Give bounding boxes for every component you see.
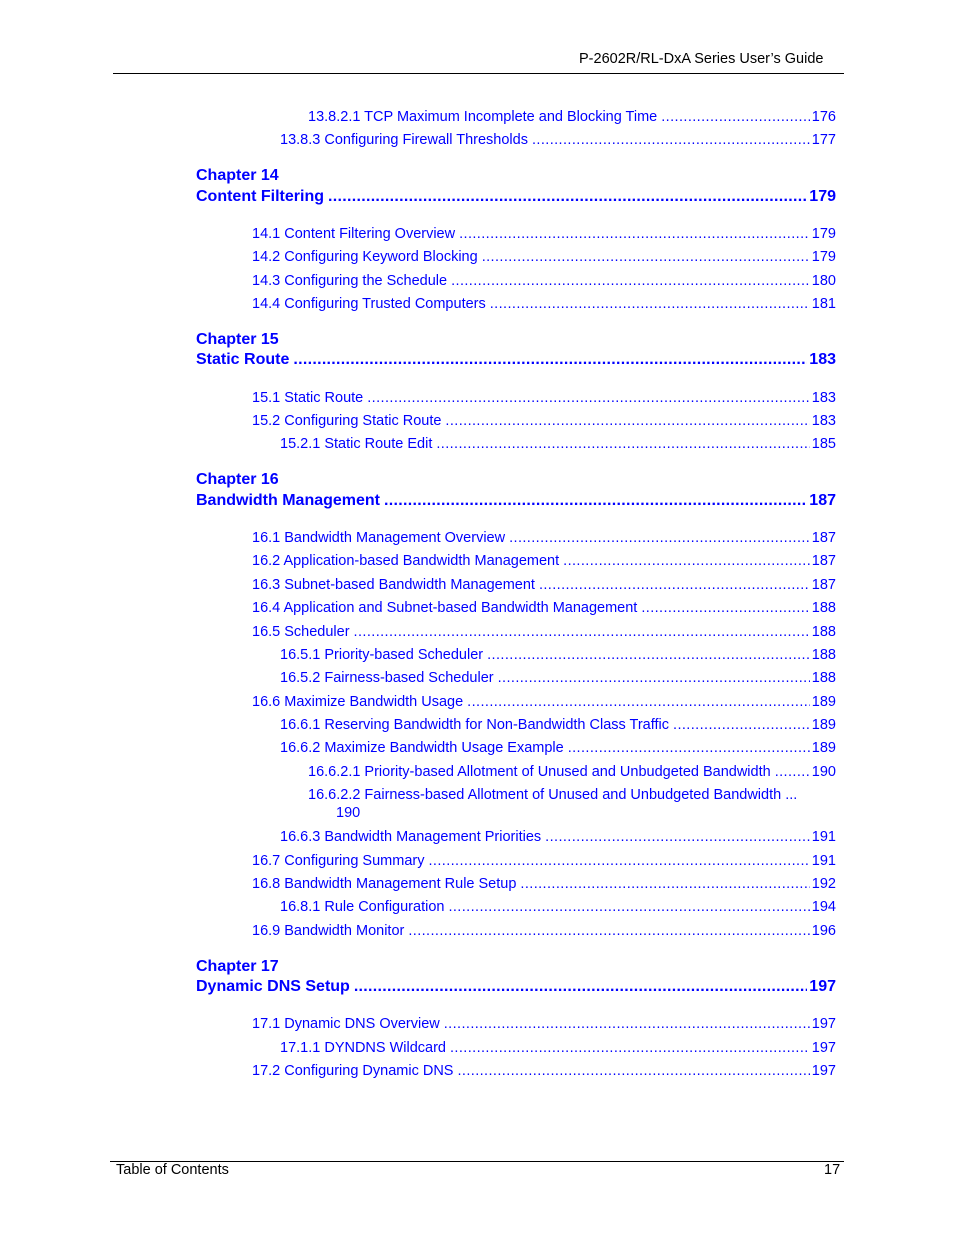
dot-leader: [451, 272, 810, 290]
dot-leader: [661, 108, 810, 126]
chapter-title-entry[interactable]: Content Filtering ..... 179: [196, 187, 836, 207]
toc-entry[interactable]: 13.8.3 Configuring Firewall Thresholds ..... 177: [280, 131, 836, 149]
toc-entry[interactable]: 16.7 Configuring Summary ..... 191: [252, 852, 836, 870]
dot-leader: [467, 693, 810, 711]
toc-entry[interactable]: 13.8.2.1 TCP Maximum Incomplete and Blocking Time ..... 176: [308, 108, 836, 126]
dot-leader: [436, 435, 809, 453]
toc-entry[interactable]: 16.8 Bandwidth Management Rule Setup ..... 192: [252, 875, 836, 893]
dot-leader: [775, 763, 810, 781]
dot-leader: [498, 669, 810, 687]
dot-leader: [444, 1015, 810, 1033]
dot-leader: [545, 828, 810, 846]
toc-entry[interactable]: 17.1 Dynamic DNS Overview ..... 197: [252, 1015, 836, 1033]
chapter-number[interactable]: Chapter 16: [196, 471, 279, 488]
dot-leader: [384, 491, 807, 511]
dot-leader: [487, 646, 810, 664]
dot-leader: [448, 898, 809, 916]
dot-leader: [673, 716, 810, 734]
toc-entry[interactable]: 15.2 Configuring Static Route ..... 183: [252, 412, 836, 430]
chapter-number[interactable]: Chapter 17: [196, 958, 279, 975]
dot-leader: [520, 875, 809, 893]
header-divider: [113, 73, 844, 74]
chapter-number[interactable]: Chapter 14: [196, 167, 279, 184]
toc-entry[interactable]: 17.1.1 DYNDNS Wildcard ..... 197: [280, 1039, 836, 1057]
chapter-title-entry[interactable]: Dynamic DNS Setup ..... 197: [196, 977, 836, 997]
toc-entry[interactable]: 16.8.1 Rule Configuration ..... 194: [280, 898, 836, 916]
dot-leader: [367, 389, 810, 407]
dot-leader: [568, 739, 810, 757]
dot-leader: [482, 248, 810, 266]
page-header-title: P-2602R/RL-DxA Series User’s Guide: [579, 51, 824, 67]
toc-entry[interactable]: 16.5.1 Priority-based Scheduler ..... 188: [280, 646, 836, 664]
dot-leader: [445, 412, 809, 430]
dot-leader: [641, 599, 809, 617]
dot-leader: [428, 852, 809, 870]
toc-entry[interactable]: 16.6.2 Maximize Bandwidth Usage Example ..... 189: [280, 739, 836, 757]
toc-entry[interactable]: 17.2 Configuring Dynamic DNS ..... 197: [252, 1062, 836, 1080]
dot-leader: [450, 1039, 810, 1057]
toc-entry[interactable]: 16.6.2.2 Fairness-based Allotment of Unused and Unbudgeted Bandwidth ... 190: [308, 786, 836, 822]
toc-entry[interactable]: 14.4 Configuring Trusted Computers ..... 181: [252, 295, 836, 313]
dot-leader: [490, 295, 810, 313]
toc-entry[interactable]: 16.9 Bandwidth Monitor ..... 196: [252, 922, 836, 940]
dot-leader: [563, 552, 810, 570]
toc-entry[interactable]: 16.4 Application and Subnet-based Bandwidth Management ..... 188: [252, 599, 836, 617]
dot-leader: [354, 623, 810, 641]
toc-entry[interactable]: 16.5.2 Fairness-based Scheduler ..... 188: [280, 669, 836, 687]
toc-entry[interactable]: 16.3 Subnet-based Bandwidth Management ..... 187: [252, 576, 836, 594]
dot-leader: [293, 350, 807, 370]
dot-leader: [532, 131, 810, 149]
toc-entry[interactable]: 16.2 Application-based Bandwidth Management ..... 187: [252, 552, 836, 570]
footer-page-number: 17: [824, 1162, 841, 1178]
dot-leader: [459, 225, 810, 243]
toc-entry[interactable]: 14.1 Content Filtering Overview ..... 179: [252, 225, 836, 243]
toc-entry[interactable]: 16.6.2.1 Priority-based Allotment of Unused and Unbudgeted Bandwidth ..... 190: [308, 763, 836, 781]
dot-leader: [539, 576, 810, 594]
dot-leader: [408, 922, 809, 940]
dot-leader: [328, 187, 807, 207]
toc-entry[interactable]: 14.3 Configuring the Schedule ..... 180: [252, 272, 836, 290]
toc-entry[interactable]: 14.2 Configuring Keyword Blocking ..... 179: [252, 248, 836, 266]
footer-section-name: Table of Contents: [116, 1162, 229, 1178]
dot-leader: [509, 529, 810, 547]
dot-leader: [457, 1062, 809, 1080]
toc-entry[interactable]: 16.6 Maximize Bandwidth Usage ..... 189: [252, 693, 836, 711]
toc-entry[interactable]: 16.1 Bandwidth Management Overview ..... 187: [252, 529, 836, 547]
toc-entry[interactable]: 15.2.1 Static Route Edit ..... 185: [280, 435, 836, 453]
chapter-title-entry[interactable]: Static Route ..... 183: [196, 350, 836, 370]
chapter-number[interactable]: Chapter 15: [196, 331, 279, 348]
dot-leader: [785, 786, 836, 804]
dot-leader: [354, 977, 807, 997]
chapter-title-entry[interactable]: Bandwidth Management ..... 187: [196, 491, 836, 511]
toc-entry[interactable]: 15.1 Static Route ..... 183: [252, 389, 836, 407]
toc-entry[interactable]: 16.5 Scheduler ..... 188: [252, 623, 836, 641]
toc-entry[interactable]: 16.6.1 Reserving Bandwidth for Non-Bandwidth Class Traffic ..... 189: [280, 716, 836, 734]
toc-entry[interactable]: 16.6.3 Bandwidth Management Priorities ..... 191: [280, 828, 836, 846]
